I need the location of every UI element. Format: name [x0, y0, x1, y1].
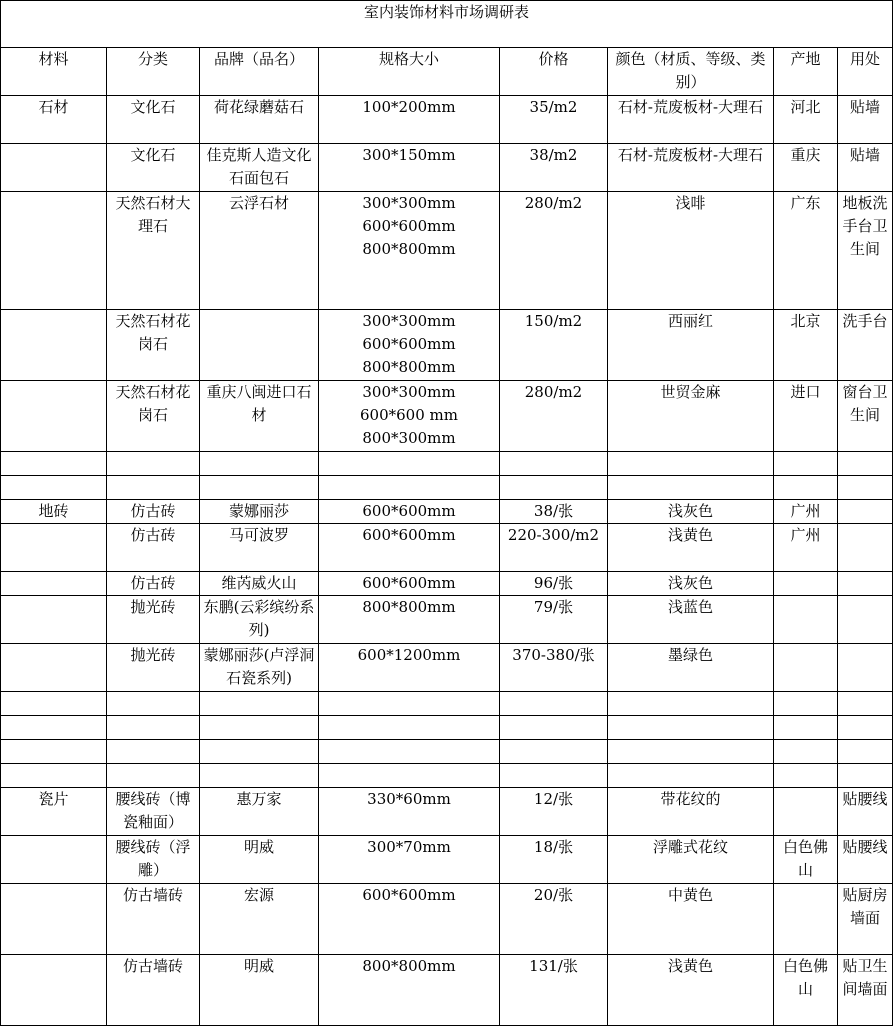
cell-origin: 广州 — [774, 524, 838, 572]
cell-category: 仿古墙砖 — [107, 955, 200, 1026]
cell-brand: 宏源 — [200, 884, 319, 955]
cell-color: 浮雕式花纹 — [608, 836, 774, 884]
cell-material — [1, 476, 107, 500]
cell-category: 文化石 — [107, 96, 200, 144]
cell-brand: 惠万家 — [200, 788, 319, 836]
cell-color: 墨绿色 — [608, 644, 774, 692]
cell-category: 天然石材花岗石 — [107, 310, 200, 381]
cell-origin: 广州 — [774, 500, 838, 524]
cell-spec — [319, 644, 500, 692]
cell-usage: 窗台卫生间 — [838, 381, 893, 452]
cell-price: 280/m2 — [500, 381, 608, 452]
table-row — [1, 836, 893, 884]
table-row — [1, 476, 893, 500]
cell-usage — [838, 596, 893, 644]
cell-usage — [838, 740, 893, 764]
cell-origin — [774, 884, 838, 955]
cell-price — [500, 716, 608, 740]
cell-color: 中黄色 — [608, 884, 774, 955]
cell-category: 文化石 — [107, 144, 200, 192]
table-row — [1, 596, 893, 644]
cell-spec — [319, 596, 500, 644]
table-row — [1, 96, 893, 144]
cell-material — [1, 572, 107, 596]
cell-color: 石材-荒废板材-大理石 — [608, 96, 774, 144]
cell-origin: 白色佛山 — [774, 836, 838, 884]
table-row — [1, 716, 893, 740]
spec-line: 600*600mm — [362, 217, 456, 235]
cell-spec — [319, 572, 500, 596]
cell-material — [1, 596, 107, 644]
cell-spec — [319, 144, 500, 192]
cell-usage: 贴腰线 — [838, 788, 893, 836]
cell-brand: 云浮石材 — [200, 192, 319, 310]
cell-usage — [838, 764, 893, 788]
spec-line: 300*300mm — [362, 383, 456, 401]
cell-brand: 明威 — [200, 955, 319, 1026]
cell-usage — [838, 500, 893, 524]
table-row — [1, 524, 893, 572]
cell-color: 带花纹的 — [608, 788, 774, 836]
cell-spec — [319, 955, 500, 1026]
cell-price: 38/张 — [500, 500, 608, 524]
cell-brand: 明威 — [200, 836, 319, 884]
table-row — [1, 192, 893, 310]
cell-material — [1, 144, 107, 192]
cell-price: 79/张 — [500, 596, 608, 644]
cell-origin — [774, 644, 838, 692]
cell-price: 18/张 — [500, 836, 608, 884]
cell-price: 96/张 — [500, 572, 608, 596]
spec-line: 600*600mm — [362, 886, 456, 904]
cell-category: 腰线砖（博瓷釉面） — [107, 788, 200, 836]
cell-color — [608, 716, 774, 740]
cell-category — [107, 476, 200, 500]
cell-price — [500, 692, 608, 716]
cell-color: 浅啡 — [608, 192, 774, 310]
cell-usage: 地板洗手台卫生间 — [838, 192, 893, 310]
cell-usage: 贴墙 — [838, 144, 893, 192]
cell-origin — [774, 692, 838, 716]
cell-color: 石材-荒废板材-大理石 — [608, 144, 774, 192]
spec-line: 300*300mm — [362, 312, 456, 330]
cell-price — [500, 452, 608, 476]
header-spec: 规格大小 — [319, 48, 500, 96]
cell-spec — [319, 716, 500, 740]
cell-spec — [319, 884, 500, 955]
table-row — [1, 452, 893, 476]
cell-category — [107, 716, 200, 740]
cell-color — [608, 476, 774, 500]
cell-category: 仿古墙砖 — [107, 884, 200, 955]
cell-origin — [774, 740, 838, 764]
cell-origin — [774, 716, 838, 740]
cell-spec — [319, 310, 500, 381]
cell-origin — [774, 788, 838, 836]
header-usage: 用处 — [838, 48, 893, 96]
spec-line: 600*600 mm — [360, 406, 458, 424]
spec-line: 800*800mm — [362, 358, 456, 376]
spec-line: 300*300mm — [362, 194, 456, 212]
cell-spec — [319, 740, 500, 764]
cell-price: 12/张 — [500, 788, 608, 836]
table-row — [1, 500, 893, 524]
cell-spec — [319, 452, 500, 476]
cell-brand — [200, 692, 319, 716]
cell-usage: 洗手台 — [838, 310, 893, 381]
cell-category: 腰线砖（浮雕） — [107, 836, 200, 884]
cell-spec — [319, 764, 500, 788]
title-row — [1, 1, 893, 48]
cell-category: 仿古砖 — [107, 500, 200, 524]
cell-spec — [319, 788, 500, 836]
table-row — [1, 788, 893, 836]
cell-material — [1, 740, 107, 764]
cell-category — [107, 692, 200, 716]
cell-material — [1, 955, 107, 1026]
table-row — [1, 310, 893, 381]
cell-color: 浅蓝色 — [608, 596, 774, 644]
cell-brand — [200, 452, 319, 476]
spec-line: 600*600mm — [362, 526, 456, 544]
cell-usage: 贴卫生间墙面 — [838, 955, 893, 1026]
cell-material — [1, 644, 107, 692]
cell-material — [1, 524, 107, 572]
cell-brand: 东鹏(云彩缤纷系列) — [200, 596, 319, 644]
spec-line: 800*800mm — [362, 598, 456, 616]
table-row — [1, 884, 893, 955]
table-row — [1, 764, 893, 788]
cell-material — [1, 381, 107, 452]
cell-usage: 贴腰线 — [838, 836, 893, 884]
cell-origin — [774, 452, 838, 476]
spec-line: 600*1200mm — [357, 646, 461, 664]
cell-color: 西丽红 — [608, 310, 774, 381]
cell-price: 38/m2 — [500, 144, 608, 192]
cell-material: 地砖 — [1, 500, 107, 524]
header-brand: 品牌（品名） — [200, 48, 319, 96]
cell-spec — [319, 381, 500, 452]
cell-spec — [319, 524, 500, 572]
table-row — [1, 572, 893, 596]
cell-material — [1, 764, 107, 788]
cell-origin: 重庆 — [774, 144, 838, 192]
cell-color: 世贸金麻 — [608, 381, 774, 452]
cell-usage — [838, 476, 893, 500]
cell-price: 370-380/张 — [500, 644, 608, 692]
spec-line: 800*800mm — [362, 957, 456, 975]
cell-spec — [319, 192, 500, 310]
cell-color: 浅黄色 — [608, 524, 774, 572]
cell-price: 280/m2 — [500, 192, 608, 310]
cell-color — [608, 740, 774, 764]
cell-material: 石材 — [1, 96, 107, 144]
cell-usage — [838, 572, 893, 596]
cell-usage — [838, 644, 893, 692]
cell-brand — [200, 740, 319, 764]
table-row — [1, 740, 893, 764]
spec-line: 600*600mm — [362, 502, 456, 520]
header-origin: 产地 — [774, 48, 838, 96]
header-price: 价格 — [500, 48, 608, 96]
spec-line: 800*800mm — [362, 240, 456, 258]
cell-price — [500, 740, 608, 764]
cell-category: 抛光砖 — [107, 596, 200, 644]
spec-line: 100*200mm — [362, 98, 456, 116]
cell-brand — [200, 310, 319, 381]
cell-origin — [774, 572, 838, 596]
cell-category — [107, 452, 200, 476]
cell-material: 瓷片 — [1, 788, 107, 836]
table-row — [1, 955, 893, 1026]
cell-price: 35/m2 — [500, 96, 608, 144]
cell-origin: 北京 — [774, 310, 838, 381]
cell-material — [1, 692, 107, 716]
cell-material — [1, 310, 107, 381]
header-material: 材料 — [1, 48, 107, 96]
cell-spec — [319, 500, 500, 524]
cell-usage — [838, 524, 893, 572]
cell-usage — [838, 452, 893, 476]
cell-brand: 重庆八闽进口石材 — [200, 381, 319, 452]
header-category: 分类 — [107, 48, 200, 96]
cell-material — [1, 716, 107, 740]
cell-origin — [774, 764, 838, 788]
cell-category — [107, 740, 200, 764]
table-title: 室内装饰材料市场调研表 — [1, 1, 893, 48]
table-row — [1, 144, 893, 192]
cell-category: 抛光砖 — [107, 644, 200, 692]
cell-material — [1, 884, 107, 955]
spec-line: 300*150mm — [362, 146, 456, 164]
table-row — [1, 381, 893, 452]
cell-brand: 马可波罗 — [200, 524, 319, 572]
cell-usage — [838, 692, 893, 716]
spec-line: 600*600mm — [362, 335, 456, 353]
cell-origin: 广东 — [774, 192, 838, 310]
cell-spec — [319, 692, 500, 716]
header-color: 颜色（材质、等级、类别） — [608, 48, 774, 96]
cell-material — [1, 452, 107, 476]
cell-brand: 维芮威火山 — [200, 572, 319, 596]
cell-brand: 佳克斯人造文化石面包石 — [200, 144, 319, 192]
cell-brand: 蒙娜丽莎 — [200, 500, 319, 524]
cell-color — [608, 692, 774, 716]
cell-origin — [774, 476, 838, 500]
cell-price: 131/张 — [500, 955, 608, 1026]
spec-line: 300*70mm — [367, 838, 451, 856]
cell-color: 浅灰色 — [608, 572, 774, 596]
cell-price — [500, 764, 608, 788]
cell-price — [500, 476, 608, 500]
cell-price: 20/张 — [500, 884, 608, 955]
header-row — [1, 48, 893, 96]
cell-origin: 白色佛山 — [774, 955, 838, 1026]
spec-line: 800*300mm — [362, 429, 456, 447]
cell-category: 天然石材花岗石 — [107, 381, 200, 452]
cell-category: 仿古砖 — [107, 524, 200, 572]
cell-usage: 贴墙 — [838, 96, 893, 144]
cell-category: 天然石材大理石 — [107, 192, 200, 310]
cell-usage: 贴厨房墙面 — [838, 884, 893, 955]
table-row — [1, 644, 893, 692]
cell-price: 150/m2 — [500, 310, 608, 381]
cell-category: 仿古砖 — [107, 572, 200, 596]
cell-spec — [319, 836, 500, 884]
spec-line: 330*60mm — [367, 790, 451, 808]
cell-origin: 进口 — [774, 381, 838, 452]
cell-color: 浅黄色 — [608, 955, 774, 1026]
cell-color — [608, 452, 774, 476]
cell-color — [608, 764, 774, 788]
cell-origin — [774, 596, 838, 644]
cell-category — [107, 764, 200, 788]
cell-brand — [200, 476, 319, 500]
table-row — [1, 692, 893, 716]
cell-material — [1, 192, 107, 310]
cell-brand: 蒙娜丽莎(卢浮洞石瓷系列) — [200, 644, 319, 692]
cell-spec — [319, 96, 500, 144]
cell-origin: 河北 — [774, 96, 838, 144]
cell-price: 220-300/m2 — [500, 524, 608, 572]
cell-material — [1, 836, 107, 884]
cell-spec — [319, 476, 500, 500]
spec-line: 600*600mm — [362, 574, 456, 592]
cell-brand — [200, 764, 319, 788]
cell-usage — [838, 716, 893, 740]
cell-brand — [200, 716, 319, 740]
cell-brand: 荷花绿蘑菇石 — [200, 96, 319, 144]
cell-color: 浅灰色 — [608, 500, 774, 524]
